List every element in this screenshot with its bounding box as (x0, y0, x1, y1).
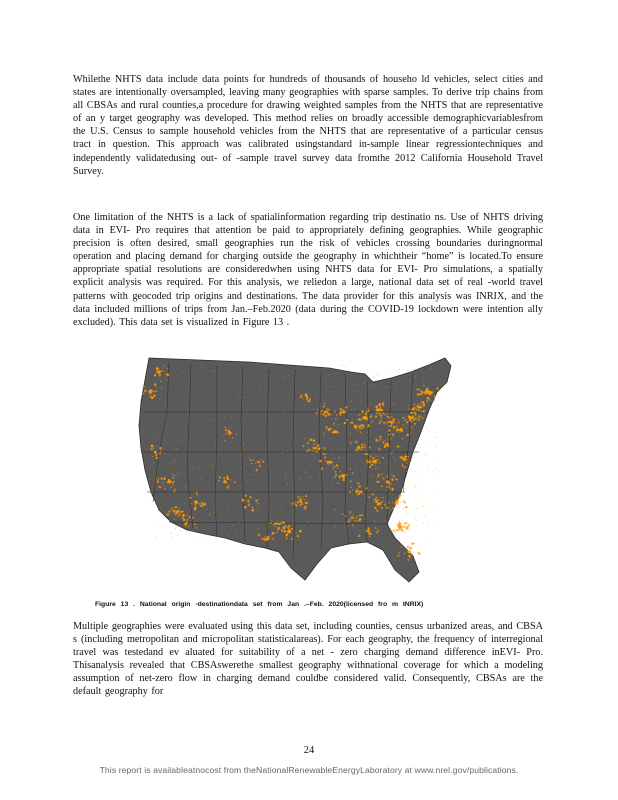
body-paragraph-3: Multiple geographies were evaluated using this data set, including counties, census urbanized areas, and CBSA s (including metropolitan and micropolitan statisticalareas). For each geography, the frequency of interregional travel was testedand ev aluated for suitability of a net - zero charging demand difference inEVI- Pro. Thisanalysis revealed that CBSAswerethe smallest geography withnational coverage for which a modeling assumption of net-zero flow in charging demand couldbe considered valid. Consequently, CBSAs are the default geography for (73, 621, 543, 698)
body-paragraph-1: Whilethe NHTS data include data points for hundreds of thousands of househo ld vehicles, select cities and states are intentionally oversampled, leaving many geographies with sparse samples. To derive trip chains from all CBSAs and rural counties,a procedure for drawing weighted samples from the NHTS that are representative of an y target geography was developed. This method relies on broadly accessible demographicvariablesfrom the U.S. Census to sample household vehicles from the NHTS that are representative of a particular census tract in question. This approach was calibrated usingstandard in-sample linear regressiontechniques and independently validatedusing out- of -sample travel survey data fromthe 2012 California Household Travel Survey. (73, 74, 543, 177)
figure-13-trip-map (129, 352, 479, 590)
us-land-outline (139, 358, 451, 582)
page-number: 24 (303, 745, 315, 756)
us-trip-density-map (129, 352, 479, 590)
body-paragraph-2: One limitation of the NHTS is a lack of spatialinformation regarding trip destinatio ns. Use of NHTS driving data in EVI- Pro requires that attention be paid to appropriately defining geographies. While geographic precision is often desired, small geographies run the risk of vehicles crossing boundaries duringnormal operation and placing demand for charging outside the geography in whichtheir “home” is located.To ensure appropriate spatial resolutions are consideredwhen using NHTS data for EVI- Pro simulations, a spatially explicit analysis was required. For this analysis, we reliedon a large, national data set of real -world travel patterns with geocoded trip origins and destinations. The data provider for this analysis was INRIX, and the data included millions of trips from Jan.–Feb.2020 (data during the COVID-19 lockdown were intention ally excluded). This data set is visualized in Figure 13 . (73, 212, 543, 328)
figure-caption: Figure 13 . National origin -destinationdata set from Jan .–Feb. 2020(licensed fro m INRIX) (95, 601, 424, 608)
report-footer: This report is availableatnocost from theNationalRenewableEnergyLaboratory at www.nrel.gov/publications. (99, 765, 519, 775)
